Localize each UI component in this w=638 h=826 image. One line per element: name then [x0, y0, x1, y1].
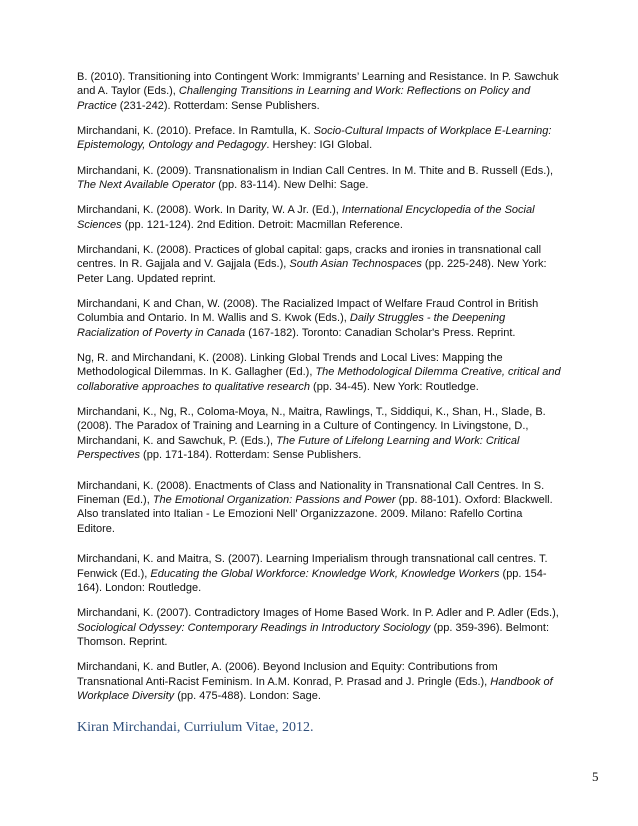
reference-entry [77, 660, 561, 703]
reference-text: (pp. 34-45). New York: Routledge. [309, 380, 479, 393]
reference-entry [77, 606, 561, 649]
reference-title: Socio-Cultural Impacts of Workplace E-Learning: Epistemology, Ontology and Pedagogy [77, 125, 552, 152]
reference-title: International Encyclopedia of the Social Sciences [77, 204, 535, 231]
reference-entry [77, 351, 561, 394]
reference-entry [77, 243, 561, 286]
reference-text: Mirchandani, K. and Butler, A. (2006). Beyond Inclusion and Equity: Contributions from Transnational Anti-Racist Feminism. In A.M. Konrad, P. Prasad and J. Pringle (Eds.), [77, 661, 498, 688]
reference-title: South Asian Technospaces [289, 258, 422, 271]
reference-entry [77, 479, 561, 537]
reference-text: Mirchandani, K and Chan, W. (2008). The Racialized Impact of Welfare Fraud Control in British Columbia and Ontario. In M. Wallis and S. Kwok (Eds.), [77, 297, 539, 325]
reference-title: Challenging Transitions in Learning and Work: Reflections on Policy and Practice [77, 85, 531, 112]
reference-text: Mirchandani, K. and Maitra, S. (2007). Learning Imperialism through transnational call centres. T. Fenwick (Ed.), [77, 553, 548, 580]
reference-text: (167-182). Toronto: Canadian Scholar's Press. Reprint. [245, 326, 516, 339]
reference-title: Daily Struggles - the Deepening Racialization of Poverty in Canada [77, 312, 506, 339]
reference-text: Mirchandani, K. (2007). Contradictory Images of Home Based Work. In P. Adler and P. Adler (Eds.), [77, 607, 559, 620]
reference-entry [77, 203, 561, 232]
reference-text: . Hershey: IGI Global. [266, 139, 373, 152]
reference-text: (231-242). Rotterdam: Sense Publishers. [116, 99, 320, 112]
reference-title: The Future of Lifelong Learning and Work: Critical Perspectives [77, 434, 520, 462]
reference-list [77, 70, 561, 714]
reference-text: Mirchandani, K. (2008). Enactments of Class and Nationality in Transnational Call Centres. In S. Fineman (Ed.), [77, 479, 545, 506]
reference-title: The Emotional Organization: Passions and Power [152, 493, 396, 506]
reference-text: (pp. 121-124). 2nd Edition. Detroit: Macmillan Reference. [121, 218, 403, 231]
page-number: 5 [592, 769, 599, 784]
reference-text: Mirchandani, K. (2008). Work. In Darity, W. A Jr. (Ed.), [77, 204, 342, 217]
reference-text: (pp. 83-114). New Delhi: Sage. [215, 179, 369, 192]
reference-text: (pp. 359-396). Belmont: Thomson. Reprint. [77, 621, 550, 648]
reference-text: (pp. 88-101). Oxford: Blackwell. Also translated into Italian - Le Emozioni Nell’ Organizzazone. 2009. Milano: Rafello Cortina Editore. [77, 493, 553, 535]
reference-title: Educating the Global Workforce: Knowledge Work, Knowledge Workers [150, 567, 500, 580]
reference-text: Mirchandani, K., Ng, R., Coloma-Moya, N., Maitra, Rawlings, T., Siddiqui, K., Shan, H., Slade, B. (2008). The Paradox of Training and Learning in a Culture of Contingency. In Livingstone, D., Mirchandani, K. and Sawchuk, P. (Eds.), [77, 405, 546, 447]
reference-text: Mirchandani, K. (2009). Transnationalism in Indian Call Centres. In M. Thite and B. Russell (Eds.), [77, 164, 554, 177]
reference-text: Ng, R. and Mirchandani, K. (2008). Linking Global Trends and Local Lives: Mapping the Methodological Dilemmas. In K. Gallagher (Ed.), [77, 351, 503, 379]
reference-entry [77, 124, 561, 153]
reference-title: Handbook of Workplace Diversity [77, 675, 553, 702]
reference-entry [77, 405, 561, 463]
footer-text: Kiran Mirchandai, Curriulum Vitae, 2012. [77, 720, 314, 735]
reference-entry [77, 297, 561, 340]
reference-title: The Methodological Dilemma Creative, critical and collaborative approaches to qualitative research [77, 366, 561, 393]
reference-text: (pp. 475-488). London: Sage. [174, 689, 321, 702]
reference-text: B. (2010). Transitioning into Contingent Work: Immigrants’ Learning and Resistance. In P. Sawchuk and A. Taylor (Eds.), [77, 71, 559, 98]
reference-text: (pp. 171-184). Rotterdam: Sense Publishers. [139, 449, 362, 462]
reference-text: (pp. 225-248). New York: Peter Lang. Updated reprint. [77, 258, 547, 285]
reference-title: Sociological Odyssey: Contemporary Readings in Introductory Sociology [77, 621, 431, 634]
reference-title: The Next Available Operator [77, 179, 216, 192]
reference-entry [77, 164, 561, 193]
reference-text: Mirchandani, K. (2010). Preface. In Ramtulla, K. [77, 125, 314, 138]
reference-text: Mirchandani, K. (2008). Practices of global capital: gaps, cracks and ironies in transnational call centres. In R. Gajjala and V. Gajjala (Eds.), [77, 243, 542, 271]
reference-entry [77, 70, 561, 113]
reference-text: (pp. 154-164). London: Routledge. [77, 567, 547, 594]
reference-entry [77, 552, 561, 595]
